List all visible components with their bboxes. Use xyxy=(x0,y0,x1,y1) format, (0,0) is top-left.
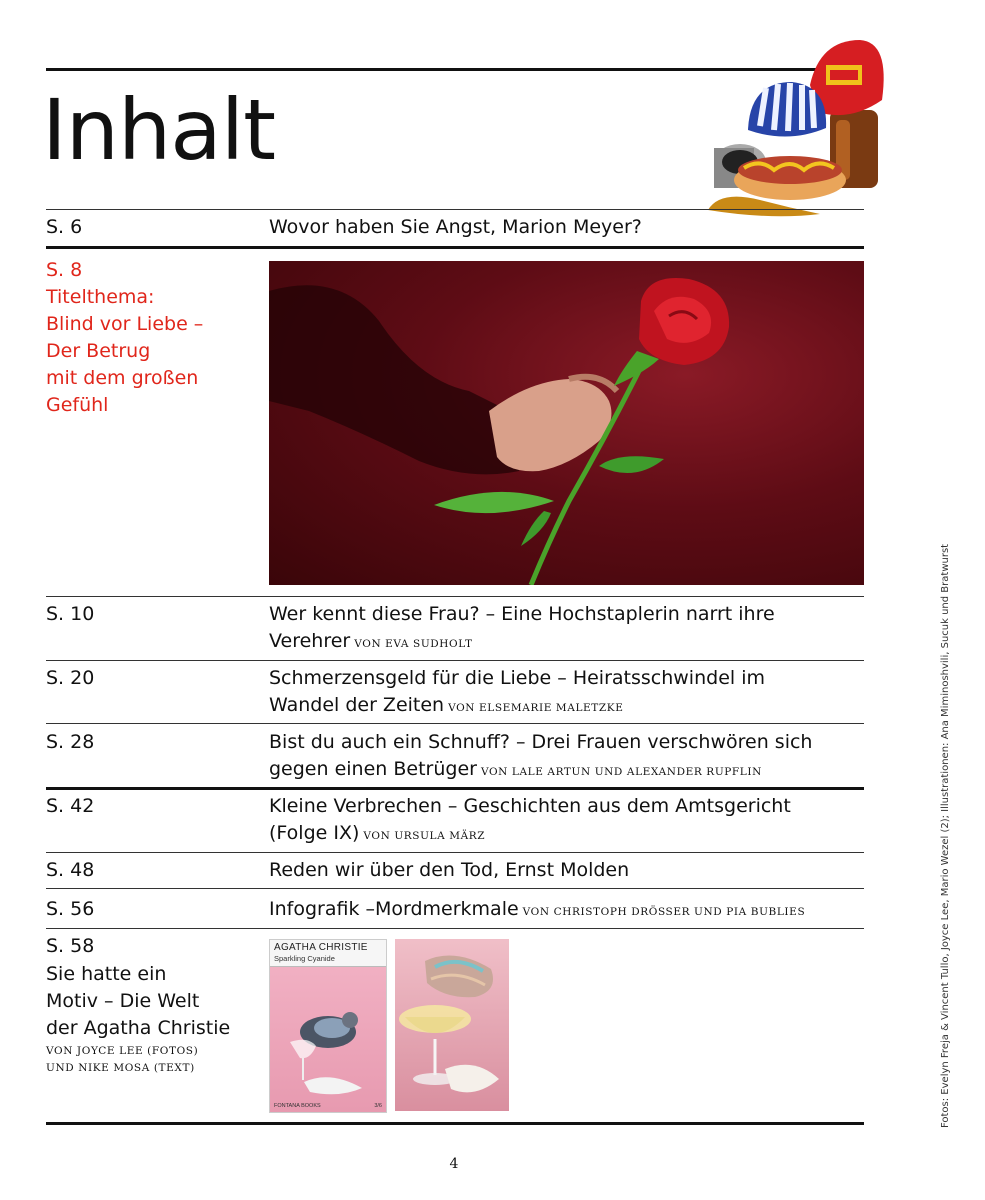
byline: VON JOYCE LEE (FOTOS) xyxy=(46,1045,199,1057)
page-ref: S. 48 xyxy=(46,859,95,881)
cocktail-photo xyxy=(395,939,509,1111)
article-title-line: Infografik –Mordmerkmale xyxy=(269,898,519,920)
cover-story-line: Blind vor Liebe – xyxy=(46,313,204,335)
article-title-line: Wer kennt diese Frau? – Eine Hochstaplerin narrt ihre xyxy=(269,603,775,625)
divider xyxy=(46,246,864,249)
article-title-line: Schmerzensgeld für die Liebe – Heiratsschwindel im xyxy=(269,667,765,689)
page-ref: S. 58 xyxy=(46,935,95,957)
cover-story-line: mit dem großen xyxy=(46,367,199,389)
book-cover-art xyxy=(270,940,386,1112)
rose-hand-photo xyxy=(269,261,864,585)
stadium-food-illustration xyxy=(700,30,900,220)
article-title-line: Bist du auch ein Schnuff? – Drei Frauen verschwören sich xyxy=(269,731,813,753)
book-author: AGATHA CHRISTIE xyxy=(274,942,368,953)
article-title xyxy=(269,665,864,722)
divider xyxy=(46,660,864,661)
book-price: 3/6 xyxy=(374,1103,382,1109)
divider xyxy=(46,928,864,929)
book-cover-photo xyxy=(269,939,387,1113)
article-title-line: (Folge IX) xyxy=(269,822,360,844)
article-title-line: gegen einen Betrüger xyxy=(269,758,477,780)
article-title xyxy=(269,793,864,850)
page-ref: S. 10 xyxy=(46,603,95,625)
cover-story-line: Der Betrug xyxy=(46,340,151,362)
byline: UND NIKE MOSA (TEXT) xyxy=(46,1062,195,1074)
article-title-line: Motiv – Die Welt xyxy=(46,990,200,1012)
article-title xyxy=(269,729,864,786)
article-title xyxy=(269,601,864,658)
divider xyxy=(46,888,864,889)
book-title: Sparkling Cyanide xyxy=(274,954,335,963)
book-publisher: FONTANA BOOKS xyxy=(274,1103,321,1109)
page-ref: S. 20 xyxy=(46,667,95,689)
divider xyxy=(46,852,864,853)
divider xyxy=(46,787,864,790)
article-title-line: Verehrer xyxy=(269,630,351,652)
byline: VON ELSEMARIE MALETZKE xyxy=(448,702,624,714)
article-title-line: Sie hatte ein xyxy=(46,963,167,985)
page-ref: S. 28 xyxy=(46,731,95,753)
byline: VON URSULA MÄRZ xyxy=(363,830,486,842)
divider xyxy=(46,723,864,724)
page-title: Inhalt xyxy=(42,81,275,179)
page-ref: S. 6 xyxy=(46,216,83,238)
article-title xyxy=(269,896,864,926)
cover-story-label: Titelthema: xyxy=(46,286,155,308)
article-title: Wovor haben Sie Angst, Marion Meyer? xyxy=(269,216,642,238)
article-title-line: Wandel der Zeiten xyxy=(269,694,445,716)
byline: VON CHRISTOPH DRÖSSER UND PIA BUBLIES xyxy=(522,906,806,918)
article-title: Reden wir über den Tod, Ernst Molden xyxy=(269,859,630,881)
page-ref: S. 42 xyxy=(46,795,95,817)
article-title-line: der Agatha Christie xyxy=(46,1017,231,1039)
article-title-line: Kleine Verbrechen – Geschichten aus dem Amtsgericht xyxy=(269,795,791,817)
bottom-rule xyxy=(46,1122,864,1125)
cover-story-line: Gefühl xyxy=(46,394,109,416)
divider xyxy=(46,596,864,597)
byline: VON EVA SUDHOLT xyxy=(354,638,473,650)
photo-credits: Fotos: Evelyn Freja & Vincent Tullo, Joyce Lee, Mario Wezel (2); Illustrationen: Ana Miminoshvili, Sucuk und Bratwurst xyxy=(940,543,951,1128)
cover-story-page-ref: S. 8 xyxy=(46,259,83,281)
byline: VON LALE ARTUN UND ALEXANDER RUPFLIN xyxy=(480,766,762,778)
page-number: 4 xyxy=(449,1156,459,1172)
divider xyxy=(46,209,864,210)
page-ref: S. 56 xyxy=(46,898,95,920)
